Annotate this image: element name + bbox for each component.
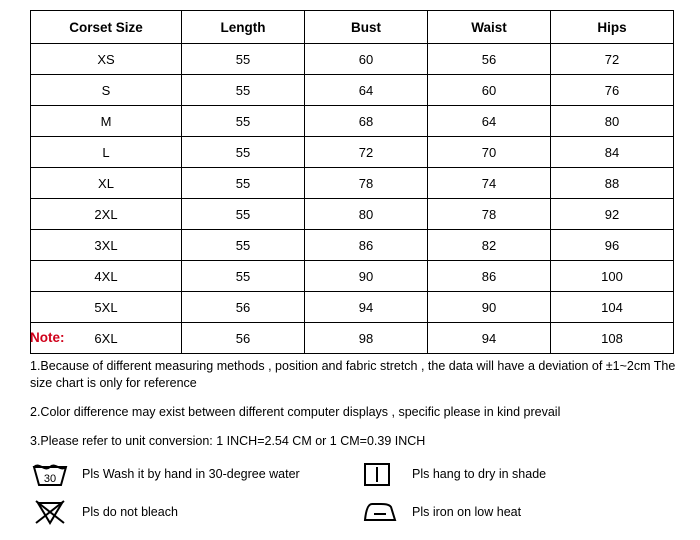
size-chart-table-container xyxy=(30,10,670,354)
table-cell-bust: 94 xyxy=(305,292,428,323)
table-cell-length: 55 xyxy=(182,230,305,261)
table-row xyxy=(31,75,674,106)
table-cell-waist: 60 xyxy=(428,75,551,106)
care-item-no-bleach xyxy=(30,496,360,528)
size-chart-table xyxy=(30,10,674,354)
care-item-iron xyxy=(360,496,670,528)
table-cell-bust: 64 xyxy=(305,75,428,106)
hand-wash-30-icon xyxy=(30,458,76,490)
table-cell-waist: 70 xyxy=(428,137,551,168)
table-cell-size: 5XL xyxy=(31,292,182,323)
table-cell-hips: 80 xyxy=(551,106,674,137)
table-cell-bust: 86 xyxy=(305,230,428,261)
table-cell-hips: 88 xyxy=(551,168,674,199)
table-body xyxy=(31,44,674,354)
table-cell-bust: 90 xyxy=(305,261,428,292)
table-cell-size: 4XL xyxy=(31,261,182,292)
table-row xyxy=(31,230,674,261)
care-label-hang-dry: Pls hang to dry in shade xyxy=(412,467,547,481)
table-cell-size: 3XL xyxy=(31,230,182,261)
table-cell-bust: 68 xyxy=(305,106,428,137)
table-cell-length: 55 xyxy=(182,44,305,75)
table-cell-hips: 104 xyxy=(551,292,674,323)
table-header-row xyxy=(31,11,674,44)
table-cell-size: 2XL xyxy=(31,199,182,230)
table-cell-size: 6XL xyxy=(31,323,182,354)
table-row xyxy=(31,292,674,323)
table-cell-waist: 94 xyxy=(428,323,551,354)
table-header xyxy=(31,11,674,44)
table-header-cell-corset-size: Corset Size xyxy=(31,11,182,44)
care-row-2 xyxy=(30,493,680,531)
table-cell-bust: 60 xyxy=(305,44,428,75)
table-cell-hips: 76 xyxy=(551,75,674,106)
note-item-2: 2.Color difference may exist between different computer displays , specific please in kind prevail xyxy=(30,405,561,419)
table-cell-hips: 108 xyxy=(551,323,674,354)
care-label-iron: Pls iron on low heat xyxy=(412,505,522,519)
table-cell-length: 55 xyxy=(182,75,305,106)
table-cell-waist: 90 xyxy=(428,292,551,323)
table-row xyxy=(31,137,674,168)
table-cell-size: M xyxy=(31,106,182,137)
table-cell-size: S xyxy=(31,75,182,106)
table-cell-size: XL xyxy=(31,168,182,199)
table-row xyxy=(31,199,674,230)
table-cell-length: 56 xyxy=(182,292,305,323)
table-cell-waist: 56 xyxy=(428,44,551,75)
table-cell-waist: 78 xyxy=(428,199,551,230)
care-label-hand-wash: Pls Wash it by hand in 30-degree water xyxy=(82,467,300,481)
table-cell-waist: 82 xyxy=(428,230,551,261)
table-cell-waist: 64 xyxy=(428,106,551,137)
table-cell-bust: 72 xyxy=(305,137,428,168)
table-cell-length: 56 xyxy=(182,323,305,354)
table-header-cell-bust: Bust xyxy=(305,11,428,44)
table-row xyxy=(31,44,674,75)
table-cell-length: 55 xyxy=(182,199,305,230)
hang-dry-shade-icon xyxy=(360,458,406,490)
table-cell-length: 55 xyxy=(182,261,305,292)
care-row-1 xyxy=(30,455,680,493)
svg-text:30: 30 xyxy=(43,473,57,485)
table-cell-bust: 80 xyxy=(305,199,428,230)
care-item-hand-wash xyxy=(30,458,360,490)
table-cell-waist: 86 xyxy=(428,261,551,292)
note-item-1: 1.Because of different measuring methods , position and fabric stretch , the data will have a deviation of ±1~2cm The size chart is only for reference xyxy=(30,359,676,390)
table-cell-hips: 92 xyxy=(551,199,674,230)
notes-title: Note: xyxy=(30,330,65,345)
iron-low-heat-icon xyxy=(360,496,406,528)
care-item-hang-dry xyxy=(360,458,670,490)
table-header-cell-hips: Hips xyxy=(551,11,674,44)
table-cell-length: 55 xyxy=(182,168,305,199)
table-row xyxy=(31,106,674,137)
do-not-bleach-icon xyxy=(30,496,76,528)
table-cell-size: XS xyxy=(31,44,182,75)
care-label-no-bleach: Pls do not bleach xyxy=(82,505,178,519)
table-cell-hips: 84 xyxy=(551,137,674,168)
table-row xyxy=(31,168,674,199)
table-cell-bust: 78 xyxy=(305,168,428,199)
note-item-3: 3.Please refer to unit conversion: 1 INCH=2.54 CM or 1 CM=0.39 INCH xyxy=(30,434,426,448)
table-cell-waist: 74 xyxy=(428,168,551,199)
table-cell-hips: 72 xyxy=(551,44,674,75)
table-cell-length: 55 xyxy=(182,137,305,168)
table-cell-size: L xyxy=(31,137,182,168)
table-header-cell-length: Length xyxy=(182,11,305,44)
table-cell-hips: 96 xyxy=(551,230,674,261)
table-cell-bust: 98 xyxy=(305,323,428,354)
table-row xyxy=(31,261,674,292)
care-instructions-section xyxy=(30,455,680,531)
table-cell-length: 55 xyxy=(182,106,305,137)
notes-section xyxy=(30,330,680,462)
table-cell-hips: 100 xyxy=(551,261,674,292)
table-header-cell-waist: Waist xyxy=(428,11,551,44)
